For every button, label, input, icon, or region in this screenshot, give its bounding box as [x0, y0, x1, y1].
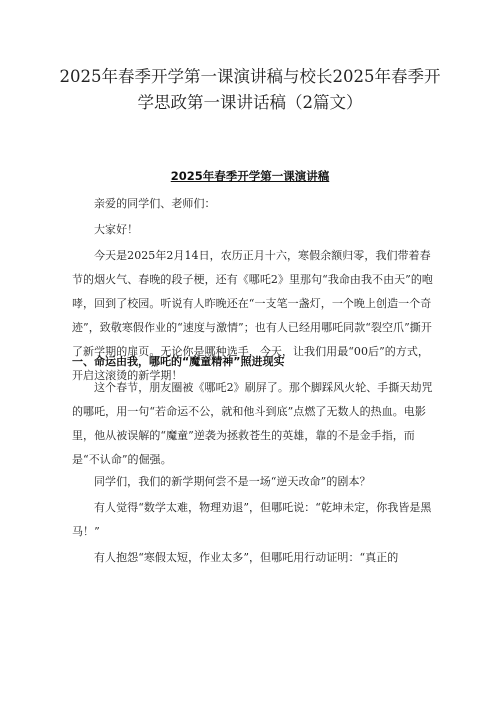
section-heading: 一、命运由我，哪吒的“魔童精神”照进现实 — [72, 355, 285, 368]
intro-paragraph: 今天是2025年2月14日，农历正月十六，寒假余额归零，我们带着春节的烟火气、春晚的段子梗，还有《哪吒2》里那句“我命由我不由天”的咆哮，回到了校园。听说有人昨晚还在“一支笔一盏灯，一个晚上创造一个奇迹”，致敬寒假作业的“速度与激情”；也有人已经用哪吒同款“裂空爪”撕开了新学期的扉页。无论你是哪种选手，今天，让我们用最“00后”的方式，开启这滚烫的新学期！ — [72, 249, 433, 382]
body-paragraph: 有人觉得“数学太难，物理劝退”，但哪吒说：“乾坤未定，你我皆是黑马！” — [72, 501, 432, 538]
hello-paragraph: 大家好！ — [94, 223, 139, 236]
section-title: 2025年春季开学第一课演讲稿 — [170, 169, 330, 183]
body-paragraph: 这个春节，朋友圈被《哪吒2》刷屏了。那个脚踩风火轮、手撕天劫咒的哪吒，用一句“若命运不公，就和他斗到底”点燃了无数人的热血。电影里，他从被误解的“魔童”逆袭为拯救苍生的英雄，靠的不是金手指，而是“不认命”的倔强。 — [72, 381, 433, 466]
body-paragraph: 同学们，我们的新学期何尝不是一场“逆天改命”的剧本？ — [94, 475, 371, 488]
body-paragraph: 有人抱怨“寒假太短，作业太多”，但哪吒用行动证明：“真正的 — [94, 551, 399, 564]
greeting-paragraph: 亲爱的同学们、老师们： — [94, 197, 216, 210]
document-title: 2025年春季开学第一课演讲稿与校长2025年春季开学思政第一课讲话稿（2篇文） — [59, 67, 441, 112]
